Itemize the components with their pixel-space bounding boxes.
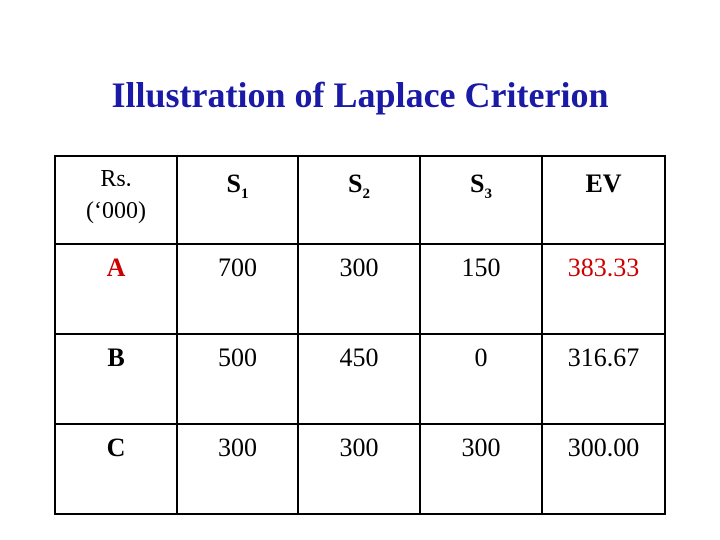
- table-row: [55, 424, 665, 514]
- payoff-cell: [177, 424, 298, 514]
- payoff-value: 300: [339, 253, 379, 282]
- payoff-value: 0: [474, 343, 488, 372]
- ev-value: 383.33: [567, 253, 640, 282]
- ev-cell: [542, 244, 665, 334]
- ev-header-label: EV: [585, 169, 622, 198]
- state-header-2: [298, 156, 420, 244]
- payoff-value: 300: [218, 433, 257, 462]
- state-index: 1: [240, 186, 249, 202]
- header-row: [55, 156, 665, 244]
- payoff-value: 450: [339, 343, 379, 372]
- payoff-cell: [298, 244, 420, 334]
- row-label-cell: [55, 334, 177, 424]
- ev-cell: [542, 424, 665, 514]
- state-index: 3: [484, 186, 492, 202]
- laplace-table: [54, 155, 666, 515]
- corner-cell: [55, 156, 177, 244]
- payoff-cell: [177, 244, 298, 334]
- payoff-cell: [177, 334, 298, 424]
- ev-value: 316.67: [567, 343, 640, 372]
- payoff-value: 700: [218, 253, 257, 282]
- payoff-value: 150: [461, 253, 501, 282]
- row-label: C: [106, 433, 126, 462]
- table-row: [55, 244, 665, 334]
- ev-header: [542, 156, 665, 244]
- payoff-value: 300: [461, 433, 501, 462]
- unit-label: (‘000): [86, 198, 146, 224]
- payoff-cell: [420, 244, 542, 334]
- state-index: 2: [362, 186, 370, 202]
- row-label: B: [107, 343, 125, 372]
- ev-value: 300.00: [567, 433, 640, 462]
- row-label: A: [106, 253, 126, 282]
- payoff-cell: [420, 424, 542, 514]
- row-label-cell: [55, 244, 177, 334]
- payoff-cell: [298, 424, 420, 514]
- payoff-value: 500: [218, 343, 257, 372]
- state-letter: S: [226, 169, 241, 198]
- state-header-1: [177, 156, 298, 244]
- ev-cell: [542, 334, 665, 424]
- payoff-cell: [420, 334, 542, 424]
- state-header-3: [420, 156, 542, 244]
- row-label-cell: [55, 424, 177, 514]
- state-letter: S: [470, 169, 485, 198]
- table-row: [55, 334, 665, 424]
- state-letter: S: [348, 169, 363, 198]
- payoff-value: 300: [339, 433, 379, 462]
- currency-label: Rs.: [100, 166, 132, 192]
- slide-title: Illustration of Laplace Criterion: [111, 75, 609, 115]
- payoff-cell: [298, 334, 420, 424]
